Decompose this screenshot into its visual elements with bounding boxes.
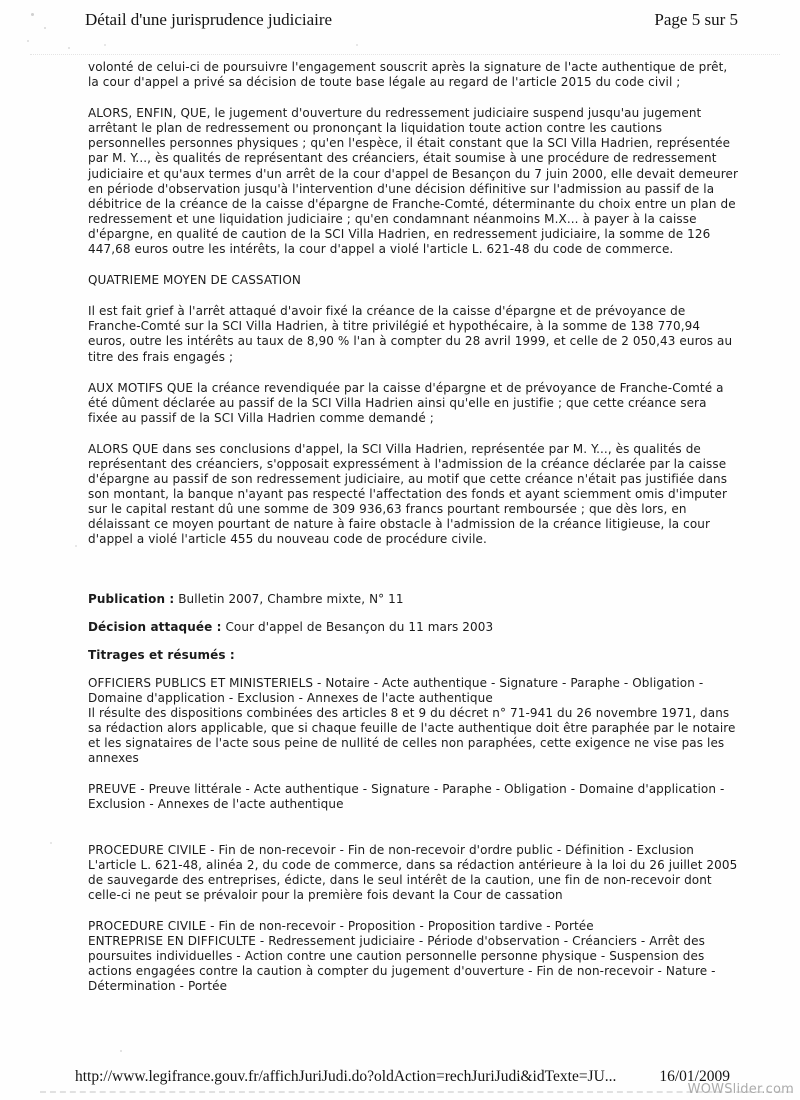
titrage-title: PROCEDURE CIVILE - Fin de non-recevoir - Fin de non-recevoir d'ordre public - Définition - Exclusion <box>88 842 694 857</box>
publication-value: Bulletin 2007, Chambre mixte, N° 11 <box>178 591 404 606</box>
document-title: Détail d'une jurisprudence judiciaire <box>85 10 333 29</box>
titrages-label: Titrages et résumés : <box>88 647 235 662</box>
decision-attaquee-label: Décision attaquée : <box>88 619 222 634</box>
print-footer <box>75 1068 730 1086</box>
titrage-summary: Il résulte des dispositions combinées des articles 8 et 9 du décret n° 71-941 du 26 novembre 1971, dans sa rédaction alors applicable, que si chaque feuille de l'acte authentique doit être paraphée par le notaire et les signataires de l'acte sous peine de nullité de celles non paraphées, cette exigence ne vise pas les annexes <box>88 706 736 766</box>
scan-speckle <box>356 44 358 46</box>
titrage-summary: L'article L. 621-48, alinéa 2, du code de commerce, dans sa rédaction antérieure à la loi du 26 juillet 2005 de sauvegarde des entreprises, édicte, dans le seul intérêt de la caution, une fin de non-recevoir dont celle-ci ne peut se prévaloir pour la première fois devant la Cour de cassation <box>88 857 738 902</box>
decision-attaquee-line <box>88 620 740 635</box>
publication-line <box>88 592 740 607</box>
publication-label: Publication : <box>88 591 175 606</box>
paragraph-alors-que: ALORS QUE dans ses conclusions d'appel, la SCI Villa Hadrien, représentée par M. Y..., ès qualités de représentant des créanciers, s'opposait expressément à l'admission de la créance déclarée par la caisse d'épargne au passif de son redressement judiciaire, au motif que cette créance n'était pas justifiée dans son montant, la banque n'ayant pas respecté l'affectation des fonds et ayant sciemment omis d'imputer sur le capital restant dû une somme de 309 936,63 francs pourtant remboursée ; que dès lors, en délaissant ce moyen pourtant de nature à faire obstacle à l'admission de la créance litigieuse, la cour d'appel a violé l'article 455 du nouveau code de procédure civile. <box>88 441 728 547</box>
print-date: 16/01/2009 <box>659 1068 730 1085</box>
source-url: http://www.legifrance.gouv.fr/affichJuriJudi.do?oldAction=rechJuriJudi&idTexte=JU... <box>75 1068 617 1085</box>
titrage-title: PROCEDURE CIVILE - Fin de non-recevoir - Proposition - Proposition tardive - Portée <box>88 918 594 933</box>
page-number: Page 5 sur 5 <box>654 10 738 29</box>
print-header <box>85 10 738 30</box>
paragraph-alors-enfin-que: ALORS, ENFIN, QUE, le jugement d'ouverture du redressement judiciaire suspend jusqu'au jugement arrêtant le plan de redressement ou prononçant la liquidation toute action contre les cautions personnelles personnes physiques ; qu'en l'espèce, il était constant que la SCI Villa Hadrien, représentée par M. Y..., ès qualités de représentant des créanciers, était soumise à une procédure de redressement judiciaire et qu'aux termes d'un arrêt de la cour d'appel de Besançon du 7 juin 2000, elle devait demeurer en période d'observation jusqu'à l'intervention d'une décision définitive sur l'admission au passif de la débitrice de la créance de la caisse d'épargne de Franche-Comté, déterminante du choix entre un plan de redressement et une liquidation judiciaire ; qu'en condamnant néanmoins M.X... à payer à la caisse d'épargne, en qualité de caution de la SCI Villa Hadrien, en redressement judiciaire, la somme de 126 447,68 euros outre les intérêts, la cour d'appel a violé l'article L. 621-48 du code de commerce. <box>88 106 739 257</box>
paragraph-aux-motifs-que: AUX MOTIFS QUE la créance revendiquée par la caisse d'épargne et de prévoyance de Franche-Comté a été dûment déclarée au passif de la SCI Villa Hadrien ainsi qu'elle en justifie ; que cette créance sera fixée au passif de la SCI Villa Hadrien comme demandé ; <box>88 380 724 425</box>
titrage-procedure-civile-1 <box>88 843 740 903</box>
titrage-title: PREUVE - Preuve littérale - Acte authentique - Signature - Paraphe - Obligation - Domaine d'application - Exclusion - Annexes de l'acte authentique <box>88 782 725 812</box>
titrage-title: OFFICIERS PUBLICS ET MINISTERIELS - Notaire - Acte authentique - Signature - Paraphe - Obligation - Domaine d'application - Exclusion - Annexes de l'acte authentique <box>88 675 704 705</box>
section-heading-quatrieme-moyen: QUATRIEME MOYEN DE CASSATION <box>88 273 301 288</box>
scan-speckle <box>104 44 106 46</box>
titrage-preuve <box>88 782 740 812</box>
scan-speckle <box>50 842 52 844</box>
scan-artifact-line <box>40 1091 792 1093</box>
paragraph-il-est-fait-grief: Il est fait grief à l'arrêt attaqué d'avoir fixé la créance de la caisse d'épargne et de prévoyance de Franche-Comté sur la SCI Villa Hadrien, à titre privilégié et hypothécaire, à la somme de 138 770,94 euros, outre les intérêts au taux de 8,90 % l'an à compter du 28 avril 1999, et celle de 2 050,43 euros au titre des frais engagés ; <box>88 304 733 364</box>
decision-attaquee-value: Cour d'appel de Besançon du 11 mars 2003 <box>225 619 494 634</box>
titrage-officiers-publics <box>88 676 740 767</box>
titrage-title-entreprise: ENTREPRISE EN DIFFICULTE - Redressement judiciaire - Période d'observation - Créanciers - Arrêt des poursuites individuelles - Action contre une caution personnelle personne physique - Suspension des actions engagées contre la caution à compter du jugement d'ouverture - Fin de non-recevoir - Nature - Détermination - Portée <box>88 934 716 994</box>
scan-speckle <box>75 545 77 547</box>
scan-artifact-line <box>30 54 780 55</box>
paragraph-volonte: volonté de celui-ci de poursuivre l'engagement souscrit après la signature de l'acte authentique de prêt, la cour d'appel a privé sa décision de toute base légale au regard de l'article 2015 du code civil ; <box>88 60 728 90</box>
scan-speckle <box>68 47 70 49</box>
scan-speckle <box>120 1050 122 1052</box>
scan-speckle <box>44 27 46 29</box>
scan-speckle <box>27 40 29 42</box>
scan-speckle <box>31 13 34 16</box>
titrage-procedure-civile-2 <box>88 919 740 994</box>
document-body <box>88 60 740 1010</box>
wowslider-watermark: WOWSlider.com <box>687 1082 794 1097</box>
